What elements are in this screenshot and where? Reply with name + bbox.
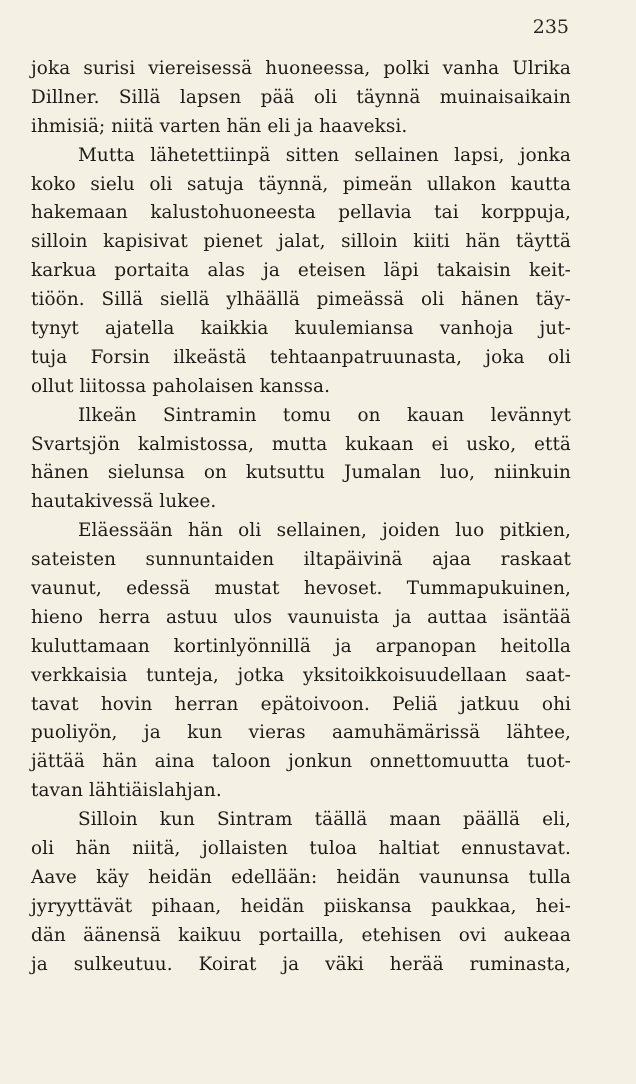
text-line: kuluttamaan kortinlyönnillä ja arpanopan heitolla [31, 635, 571, 657]
text-line: tavan lähtiäislahjan. [31, 780, 222, 802]
text-line: hautakivessä lukee. [31, 491, 217, 513]
text-line: Eläessään hän oli sellainen, joiden luo pitkien, [78, 520, 571, 542]
text-line: jättää hän aina taloon jonkun onnettomuutta tuot- [31, 751, 571, 773]
text-line: hänen sielunsa on kutsuttu Jumalan luo, niinkuin [31, 462, 571, 484]
text-line: puoliyön, ja kun vieras aamuhämärissä lähtee, [31, 722, 571, 744]
text-line: tavat hovin herran epätoivoon. Peliä jatkuu ohi [31, 693, 571, 715]
text-line: tuja Forsin ilkeästä tehtaanpatruunasta, joka oli [31, 346, 571, 368]
text-line: tiöön. Sillä siellä ylhäällä pimeässä oli hänen täy- [31, 289, 571, 311]
text-line: jyryyttävät pihaan, heidän piiskansa paukkaa, hei- [31, 895, 571, 917]
page-number: 235 [532, 16, 569, 38]
text-line: koko sielu oli satuja täynnä, pimeän ullakon kautta [31, 173, 571, 195]
text-line: Svartsjön kalmistossa, mutta kukaan ei usko, että [31, 433, 571, 455]
text-line: hieno herra astuu ulos vaunuista ja auttaa isäntää [31, 606, 571, 628]
text-line: dän äänensä kaikuu portailla, etehisen ovi aukeaa [31, 924, 571, 946]
text-line: Mutta lähetettiinpä sitten sellainen lapsi, jonka [78, 144, 571, 166]
text-line: oli hän niitä, jollaisten tuloa haltiat ennustavat. [31, 838, 571, 860]
text-line: Dillner. Sillä lapsen pää oli täynnä muinaisaikain [31, 86, 571, 108]
text-line: ollut liitossa paholaisen kanssa. [31, 375, 331, 397]
text-line: Aave käy heidän edellään: heidän vaununsa tulla [31, 866, 571, 888]
text-line: silloin kapisivat pienet jalat, silloin kiiti hän täyttä [31, 231, 571, 253]
text-line: ja sulkeutuu. Koirat ja väki herää ruminasta, [31, 953, 571, 975]
text-line: verkkaisia tunteja, jotka yksitoikkoisuudellaan saat- [31, 664, 571, 686]
body-text [31, 55, 571, 980]
text-line: vaunut, edessä mustat hevoset. Tummapukuinen, [31, 578, 571, 600]
text-line: tynyt ajatella kaikkia kuulemiansa vanhoja jut- [31, 318, 571, 340]
text-line: ihmisiä; niitä varten hän eli ja haaveksi. [31, 115, 408, 137]
text-line: sateisten sunnuntaiden iltapäivinä ajaa raskaat [31, 549, 571, 571]
text-line: Ilkeän Sintramin tomu on kauan levännyt [78, 404, 571, 426]
text-line: Silloin kun Sintram täällä maan päällä eli, [78, 809, 571, 831]
text-line: hakemaan kalustohuoneesta pellavia tai korppuja, [31, 202, 571, 224]
text-line: joka surisi viereisessä huoneessa, polki vanha Ulrika [31, 58, 571, 79]
text-line: karkua portaita alas ja eteisen läpi takaisin keit- [31, 260, 571, 282]
